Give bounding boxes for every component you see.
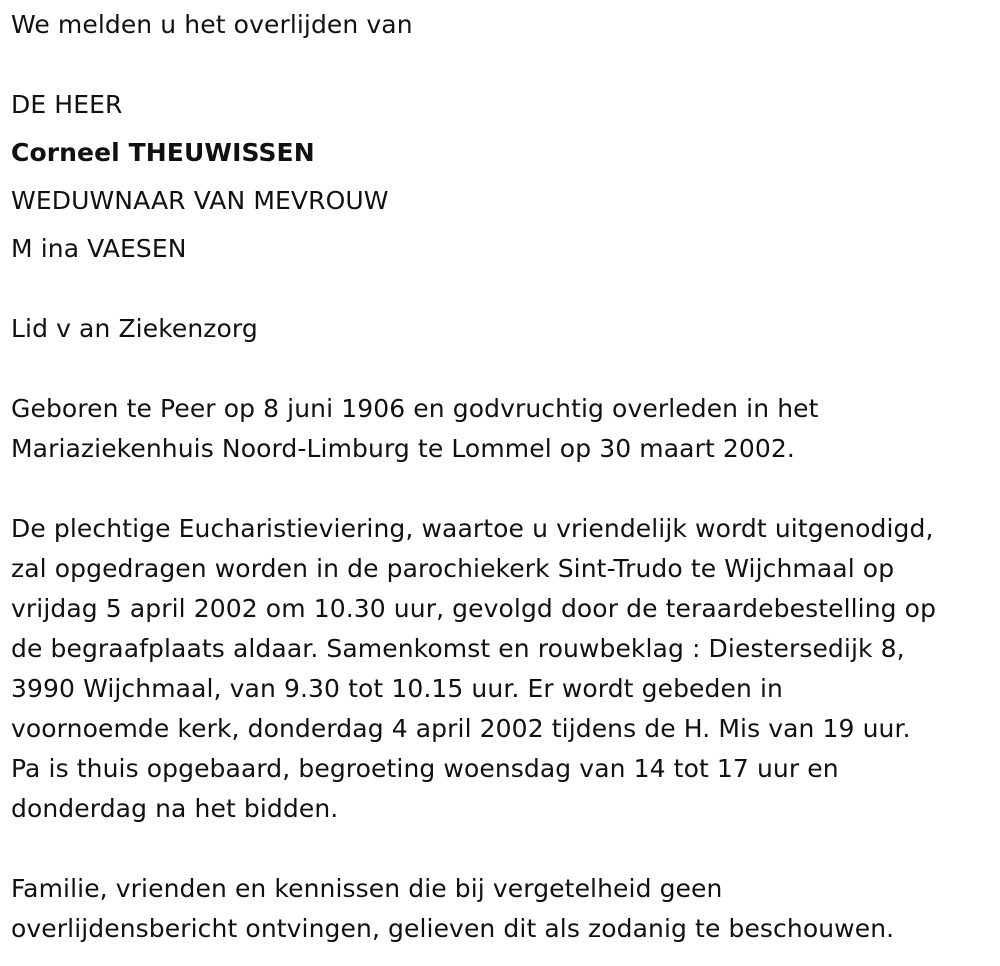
membership-text: Lid v an Ziekenzorg <box>11 314 258 343</box>
ceremony-line-7: Pa is thuis opgebaard, begroeting woensdag van 14 tot 17 uur en <box>11 754 839 783</box>
deceased-name: Corneel THEUWISSEN <box>11 138 315 167</box>
spouse-prefix: WEDUWNAAR VAN MEVROUW <box>11 186 389 215</box>
intro-text: We melden u het overlijden van <box>11 10 413 39</box>
closing-line-2: overlijdensbericht ontvingen, gelieven dit als zodanig te beschouwen. <box>11 914 895 943</box>
ceremony-line-6: voornoemde kerk, donderdag 4 april 2002 tijdens de H. Mis van 19 uur. <box>11 714 911 743</box>
birth-death-line-2: Mariaziekenhuis Noord-Limburg te Lommel op 30 maart 2002. <box>11 434 795 463</box>
closing-line-1: Familie, vrienden en kennissen die bij vergetelheid geen <box>11 874 723 903</box>
ceremony-line-4: de begraafplaats aldaar. Samenkomst en rouwbeklag : Diestersedijk 8, <box>11 634 905 663</box>
ceremony-line-3: vrijdag 5 april 2002 om 10.30 uur, gevolgd door de teraardebestelling op <box>11 594 937 623</box>
ceremony-line-8: donderdag na het bidden. <box>11 794 339 823</box>
birth-death-line-1: Geboren te Peer op 8 juni 1906 en godvruchtig overleden in het <box>11 394 819 423</box>
ceremony-line-2: zal opgedragen worden in de parochiekerk Sint-Trudo te Wijchmaal op <box>11 554 895 583</box>
spouse-name: M ina VAESEN <box>11 234 187 263</box>
ceremony-line-1: De plechtige Eucharistieviering, waartoe u vriendelijk wordt uitgenodigd, <box>11 514 934 543</box>
ceremony-line-5: 3990 Wijchmaal, van 9.30 tot 10.15 uur. Er wordt gebeden in <box>11 674 783 703</box>
deceased-title: DE HEER <box>11 90 123 119</box>
